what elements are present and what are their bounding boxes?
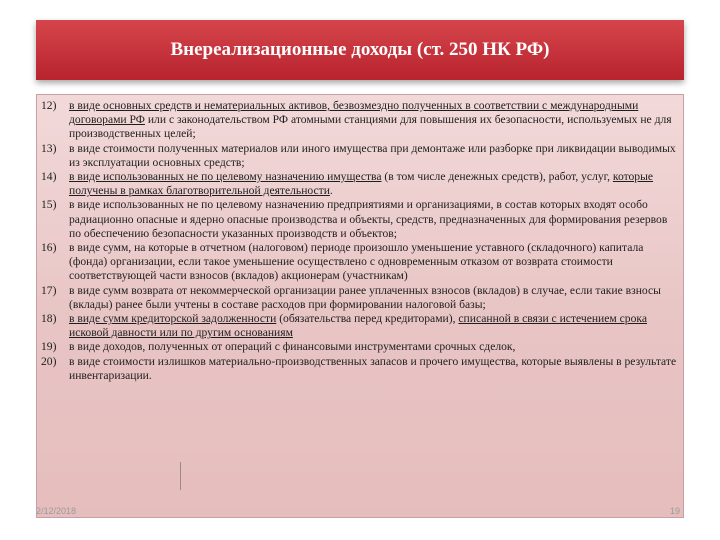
- list-item: [41, 241, 677, 284]
- item-text-part: в виде стоимости полученных материалов или иного имущества при демонтаже или разборке при ликвидации выводимых из эксплуатации основных средств;: [69, 141, 676, 169]
- item-text-part: (обязательства перед кредиторами),: [276, 312, 459, 326]
- item-text: [69, 142, 677, 170]
- underlined-text: которые получены в рамках благотворительной деятельности: [69, 170, 654, 198]
- list-item: [41, 355, 677, 383]
- slide-title-bar: [36, 20, 684, 80]
- item-number: 19): [41, 340, 57, 354]
- content-box: [36, 94, 684, 518]
- item-list: [41, 99, 677, 383]
- item-number: 20): [41, 354, 57, 368]
- underlined-text: в виде основных средств и нематериальных активов, безвозмездно полученных в соответствии с международными договорами РФ: [69, 99, 639, 127]
- item-text: [69, 340, 677, 354]
- list-item: [41, 312, 677, 340]
- underlined-text: в виде использованных не по целевому назначению имущества: [69, 170, 382, 184]
- item-text: [69, 312, 677, 340]
- item-text-part: в виде сумм, на которые в отчетном (налоговом) периоде произошло уменьшение уставного (складочного) капитала (фонда) организации, если такое уменьшение осуществлено с одновременным отказом от возврата стоимости соответствующей части взносов (вкладов) акционерам (участникам): [69, 241, 644, 283]
- item-text-part: или с законодательством РФ атомными станциями для повышения их безопасности, используемых не для производственных целей;: [69, 113, 672, 141]
- item-text-part: .: [329, 184, 333, 198]
- item-number: 13): [41, 141, 57, 155]
- item-number: 16): [41, 241, 57, 255]
- item-text-part: (в том числе денежных средств), работ, услуг,: [381, 170, 613, 184]
- item-text: [69, 241, 677, 284]
- underlined-text: списанной в связи с истечением срока исковой давности или по другим основаниям: [69, 312, 647, 340]
- item-number: 18): [41, 312, 57, 326]
- list-item: [41, 170, 677, 198]
- underlined-text: в виде сумм кредиторской задолженности: [69, 312, 277, 326]
- item-text-part: в виде стоимости излишков материально-производственных запасов и прочего имущества, которые выявлены в результате инвентаризации.: [69, 354, 677, 382]
- item-text-part: в виде сумм возврата от некоммерческой организации ранее уплаченных взносов (вкладов) в случае, если такие взносы (вклады) ранее были учтены в составе расходов при формировании налоговой базы;: [69, 283, 661, 311]
- divider-line: [180, 462, 181, 490]
- list-item: [41, 198, 677, 241]
- list-item: [41, 99, 677, 142]
- item-number: 14): [41, 170, 57, 184]
- item-text: [69, 198, 677, 241]
- page-number: 19: [669, 506, 680, 516]
- item-text-part: в виде доходов, полученных от операций с финансовыми инструментами срочных сделок,: [69, 340, 516, 354]
- item-number: 15): [41, 198, 57, 212]
- footer-date: 2/12/2018: [36, 506, 77, 516]
- item-text: [69, 284, 677, 312]
- item-number: 12): [41, 99, 57, 112]
- item-text: [69, 170, 677, 198]
- item-number: 17): [41, 283, 57, 297]
- item-text: [69, 355, 677, 383]
- list-item: [41, 142, 677, 170]
- item-text: [69, 99, 677, 142]
- list-item: [41, 340, 677, 354]
- item-text-part: в виде использованных не по целевому назначению предприятиями и организациями, в состав которых входят особо радиационно опасные и ядерно опасные производства и объекты, средств, предназначенных для формирования резервов по обеспечению безопасности указанных производств и объектов;: [69, 198, 668, 240]
- list-item: [41, 284, 677, 312]
- slide-title: Внереализационные доходы (ст. 250 НК РФ): [170, 39, 550, 60]
